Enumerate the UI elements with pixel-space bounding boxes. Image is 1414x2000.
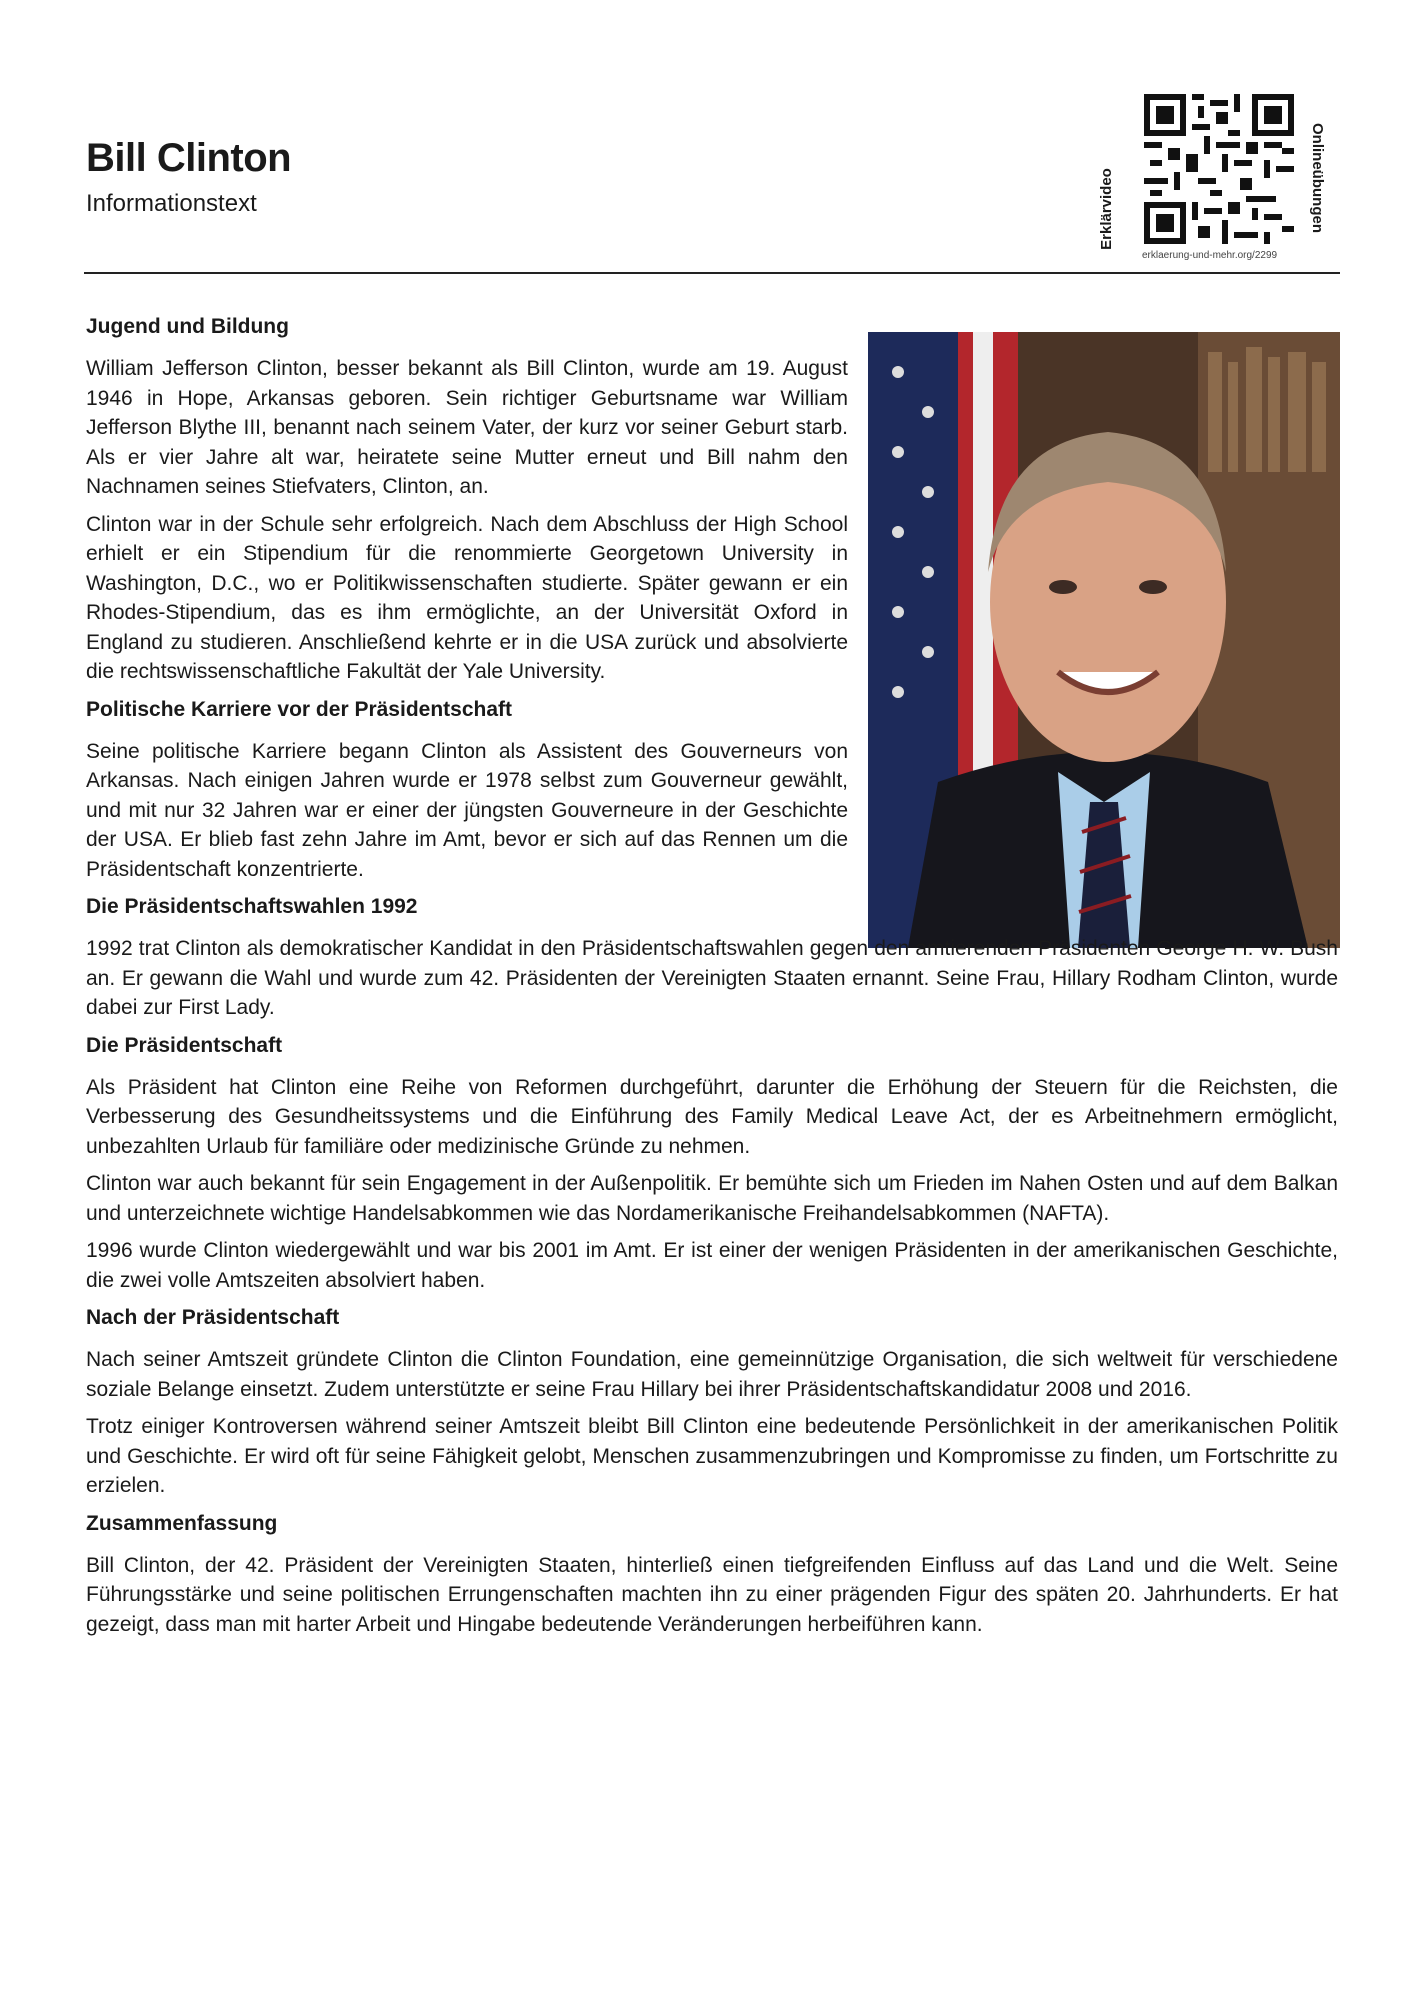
paragraph: Nach seiner Amtszeit gründete Clinton die Clinton Foundation, eine gemeinnützige Organisation, die sich weltweit für verschiedene soziale Belange einsetzt. Zudem unterstützte er seine Frau Hillary bei ihrer Präsidentschaftskandidatur 2008 und 2016. [86,1348,1338,1401]
section-heading: Nach der Präsidentschaft [86,1306,340,1329]
paragraph: Als Präsident hat Clinton eine Reihe von Reformen durchgeführt, darunter die Erhöhung der Steuern für die Reichsten, die Verbesserung des Gesundheitssystems und die Einführung des Family Medical Leave Act, der es Arbeitnehmern ermöglicht, unbezahlten Urlaub für familiäre oder medizinische Gründe zu nehmen. [86,1075,1338,1158]
qr-block [1098,94,1344,264]
qr-exercises-label[interactable]: Onlineübungen [1309,123,1326,233]
section-heading: Jugend und Bildung [86,315,289,338]
paragraph: Bill Clinton, der 42. Präsident der Vereinigten Staaten, hinterließ einen tiefgreifenden Einfluss auf das Land und die Welt. Seine Führungsstärke und seine politischen Errungenschaften machten ihn zu einer prägenden Figur des späten 20. Jahrhunderts. Er hat gezeigt, dass man mit harter Arbeit und Hingabe bedeutende Veränderungen herbeiführen kann. [86,1553,1338,1636]
qr-video-label[interactable]: Erklärvideo [1098,168,1115,250]
section-heading: Zusammenfassung [86,1511,278,1535]
paragraph: William Jefferson Clinton, besser bekannt als Bill Clinton, wurde am 19. August 1946 in Hope, Arkansas geboren. Sein richtiger Geburtsname war William Jefferson Blythe III, benannt nach seinem Vater, der kurz vor seiner Geburt starb. Als er vier Jahre alt war, heiratete seine Mutter erneut und Bill nahm den Nachnamen seines Stiefvaters, Clinton, an. [86,357,848,498]
article-body [86,312,1338,1647]
paragraph: Seine politische Karriere begann Clinton als Assistent des Gouverneurs von Arkansas. Nach einigen Jahren wurde er 1978 selbst zum Gouverneur gewählt, und mit nur 32 Jahren war er einer der jüngsten Gouverneure in der Geschichte der USA. Er blieb fast zehn Jahre im Amt, bevor er sich auf das Rennen um die Präsidentschaft konzentrierte. [86,739,848,881]
paragraph: 1992 trat Clinton als demokratischer Kandidat in den Präsidentschaftswahlen gegen den amtierenden Präsidenten George H. W. Bush an. Er gewann die Wahl und wurde zum 42. Präsidenten der Vereinigten Staaten ernannt. Seine Frau, Hillary Rodham Clinton, wurde dabei zur First Lady. [86,937,1338,1019]
paragraph: Clinton war in der Schule sehr erfolgreich. Nach dem Abschluss der High School erhielt er ein Stipendium für die renommierte Georgetown University in Washington, D.C., wo er Politikwissenschaften studierte. Später gewann er ein Rhodes-Stipendium, das es ihm ermöglichte, an der Universität Oxford in England zu studieren. Anschließend kehrte er in die USA zurück und absolvierte die rechtswissenschaftliche Fakultät der Yale University. [86,512,848,683]
paragraph: Trotz einiger Kontroversen während seiner Amtszeit bleibt Bill Clinton eine bedeutende Persönlichkeit in der amerikanischen Politik und Geschichte. Er wird oft für seine Fähigkeit gelobt, Menschen zusammenzubringen und Kompromisse zu finden, um Fortschritte zu erzielen. [86,1415,1338,1497]
header-divider [84,272,1340,274]
main-column [86,892,1338,1639]
section-heading: Die Präsidentschaftswahlen 1992 [86,895,418,918]
section-heading: Politische Karriere vor der Präsidentschaft [86,697,512,721]
page-subtitle: Informationstext [86,190,257,217]
paragraph: 1996 wurde Clinton wiedergewählt und war bis 2001 im Amt. Er ist einer der wenigen Präsidenten in der amerikanischen Geschichte, die zwei volle Amtszeiten absolviert haben. [86,1239,1338,1292]
paragraph: Clinton war auch bekannt für sein Engagement in der Außenpolitik. Er bemühte sich um Frieden im Nahen Osten und auf dem Balkan und unterzeichnete wichtige Handelsabkommen wie das Nordamerikanische Freihandelsabkommen (NAFTA). [86,1172,1338,1225]
qr-url[interactable]: erklaerung-und-mehr.org/2299 [1142,250,1278,261]
intro-column [86,312,848,884]
qr-code-icon[interactable] [1144,94,1294,244]
section-heading: Die Präsidentschaft [86,1033,283,1057]
page-title: Bill Clinton [86,136,292,180]
